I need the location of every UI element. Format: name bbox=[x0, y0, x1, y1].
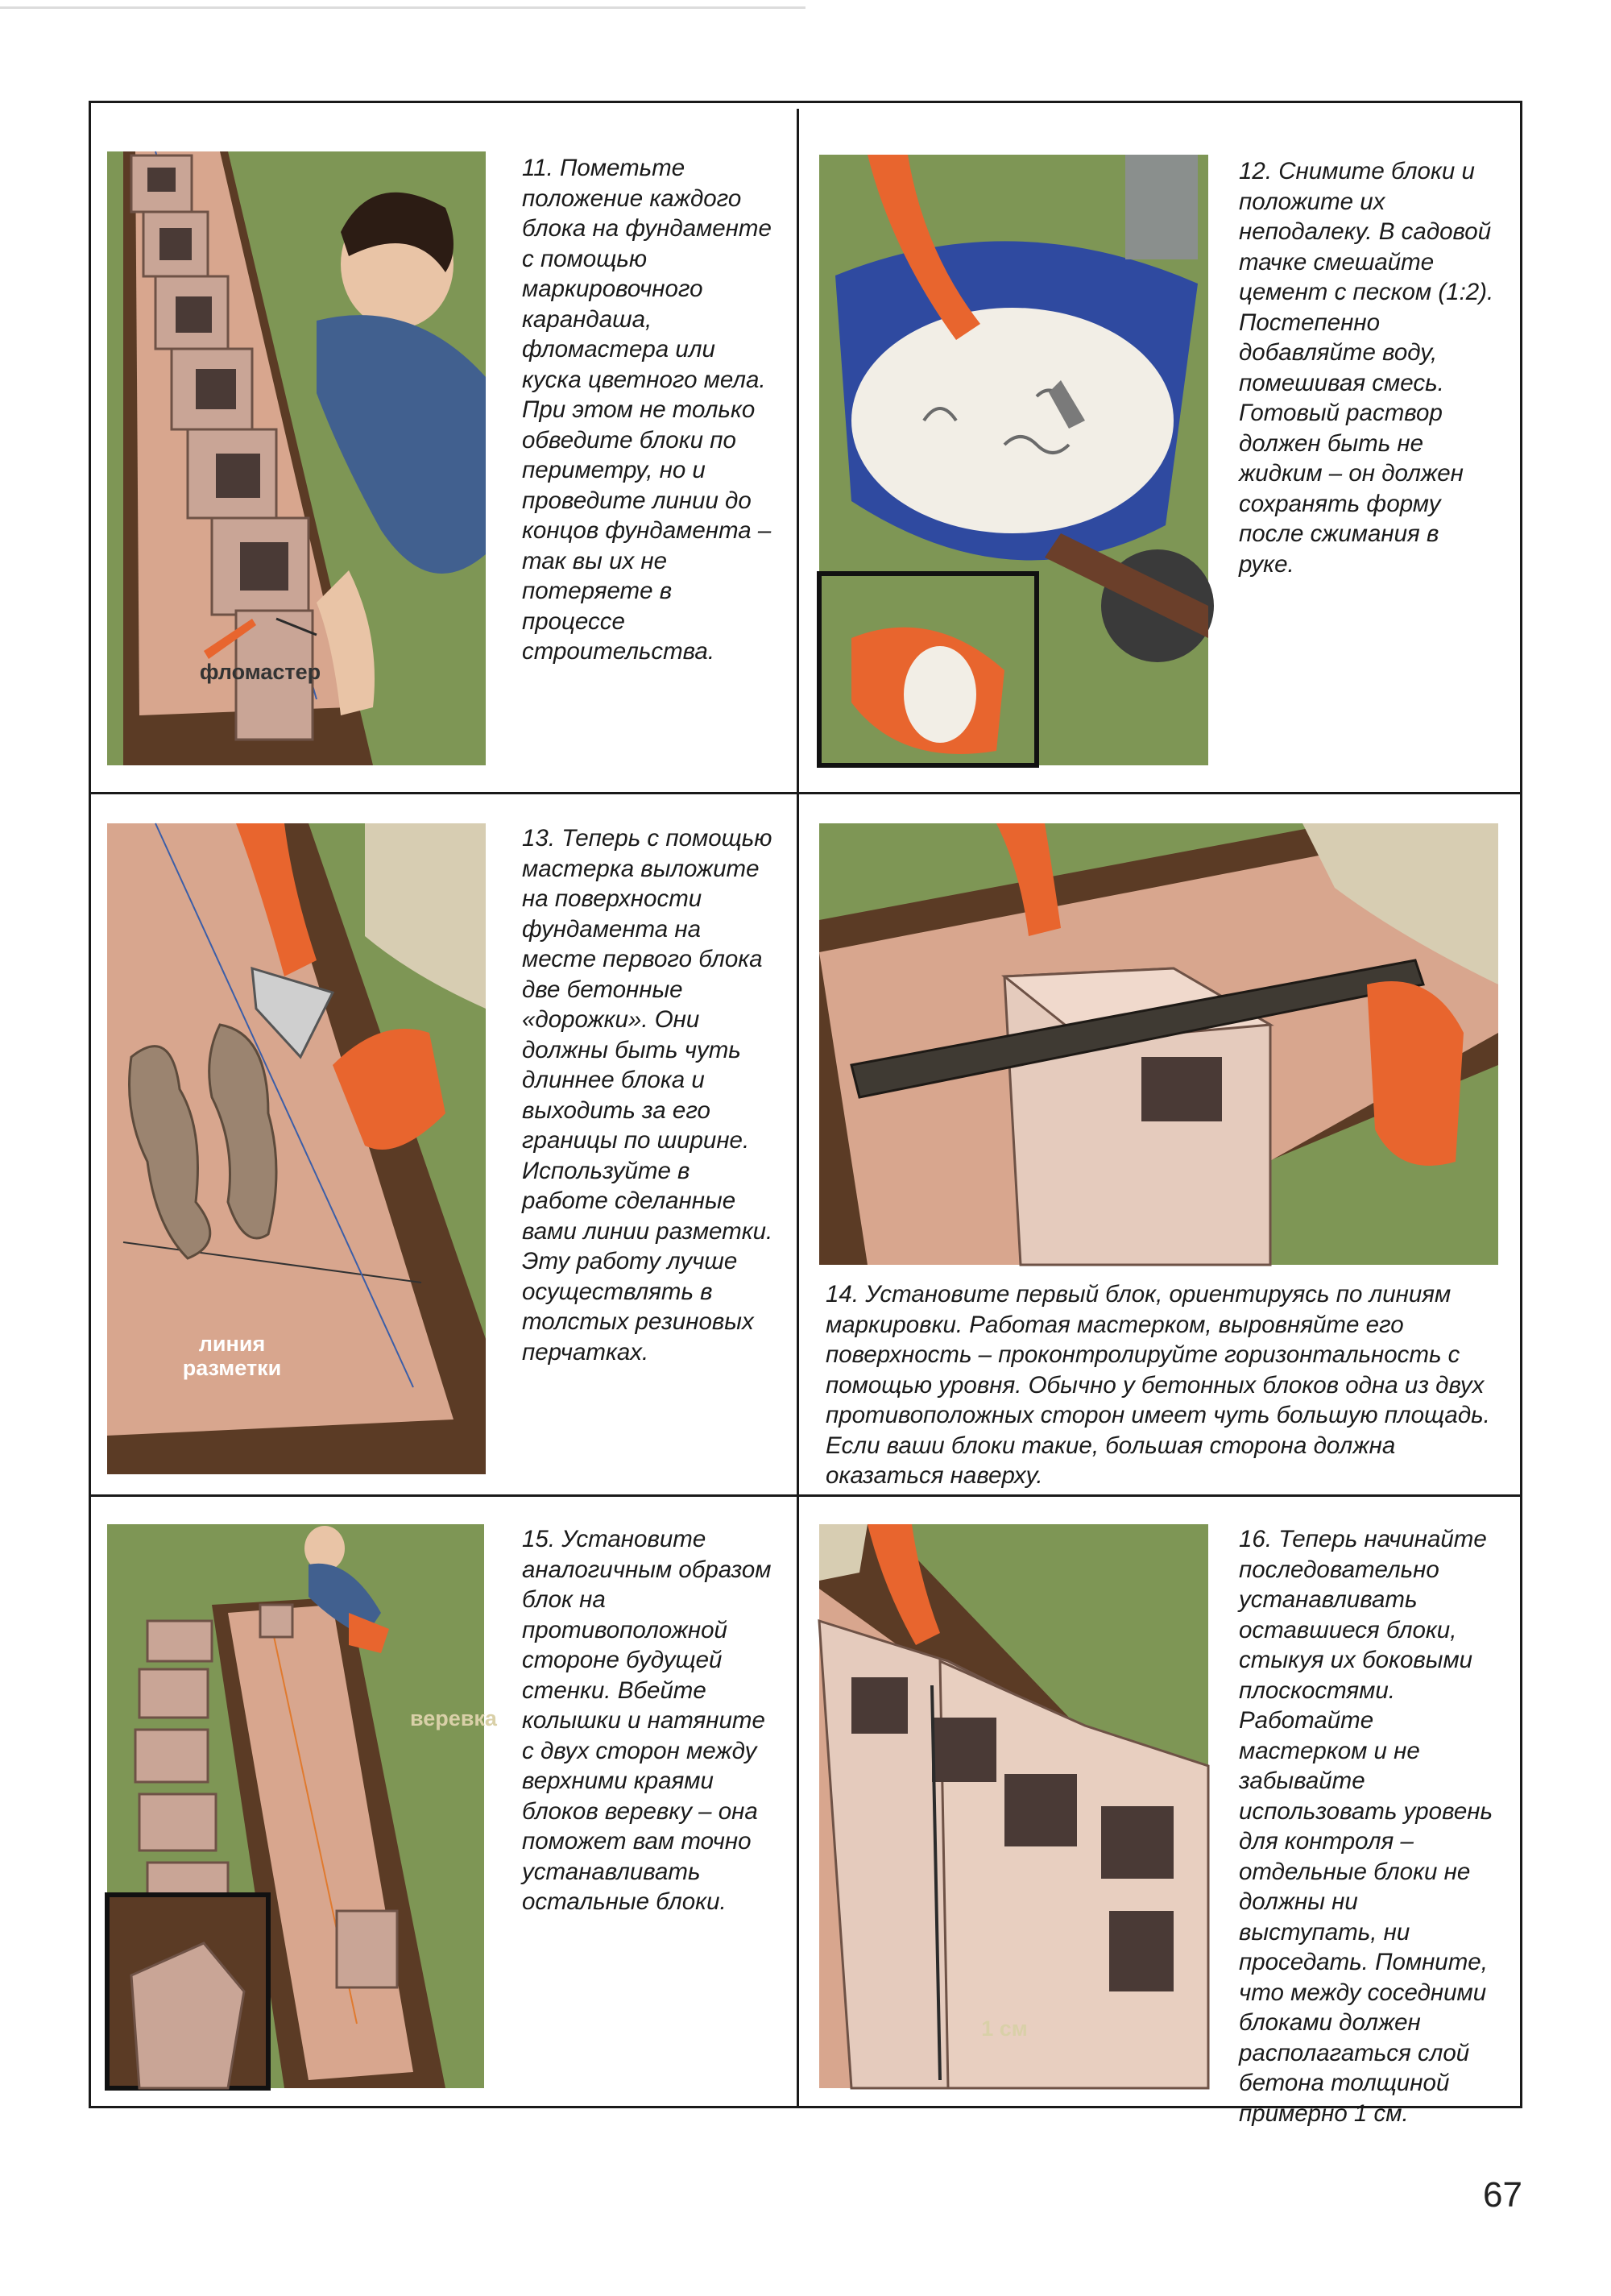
grid-divider-row-1 bbox=[89, 792, 1522, 794]
step-15-label: веревка bbox=[410, 1706, 497, 1730]
grid-divider-vertical bbox=[797, 109, 799, 2108]
step-16-caption: 16. Теперь начинайте последовательно устанавливать оставшиеся блоки, стыкуя их боковыми плоскостями. Работайте мастерком и не забывайте использовать уровень для контроля – отдельные блоки не должны ни выступать, ни проседать. Помните, что между соседними блоками должен располагаться слой бетона толщиной примерно 1 см. bbox=[1239, 1526, 1493, 2127]
step-13-illustration bbox=[107, 823, 486, 1474]
page-number: 67 bbox=[1483, 2175, 1522, 2215]
step-15-illustration bbox=[107, 1524, 497, 2088]
step-14-caption: 14. Установите первый блок, ориентируясь по линиям маркировки. Работая мастерком, выровняйте его поверхность – проконтролируйте горизонтальность с помощью уровня. Обычно у бетонных блоков одна из двух противоположных сторон имеет чуть большую площадь. Если ваши блоки такие, большая сторона должна оказаться наверху. bbox=[826, 1281, 1490, 1489]
step-13-label-1: линия bbox=[198, 1332, 266, 1356]
step-11-label: фломастер bbox=[199, 660, 321, 684]
step-13-caption: 13. Теперь с помощью мастерка выложите на поверхности фундамента на месте первого блока две бетонные «дорожки». Они должны быть чуть длиннее блока и выходить за его границы по ширине. Используйте в работе сделанные вами линии разметки. Эту работу лучше осуществлять в толстых резиновых перчатках. bbox=[522, 825, 773, 1366]
top-rule bbox=[0, 6, 806, 9]
grid-divider-row-2 bbox=[89, 1494, 1522, 1497]
step-11-caption: 11. Пометьте положение каждого блока на фундаменте с помощью маркировочного карандаша, фломастера или куска цветного мела. При этом не только обведите блоки по периметру, но и проведите линии до концов фундамента – так вы их не потеряете в процессе строительства. bbox=[522, 155, 772, 665]
step-11-illustration bbox=[107, 151, 486, 765]
step-16-illustration bbox=[819, 1524, 1208, 2088]
step-14-illustration bbox=[819, 823, 1498, 1265]
step-13-label-2: разметки bbox=[182, 1356, 282, 1380]
step-16-label: 1 см bbox=[981, 2016, 1028, 2041]
step-12-illustration bbox=[819, 155, 1208, 765]
step-12-caption: 12. Снимите блоки и положите их неподалеку. В садовой тачке смешайте цемент с песком (1:2). Постепенно добавляйте воду, помешивая смесь. Готовый раствор должен быть не жидким – он должен сохранять форму после сжимания в руке. bbox=[1239, 158, 1494, 578]
step-15-caption: 15. Установите аналогичным образом блок на противоположной стороне будущей стенки. Вбейте колышки и натяните с двух сторон между верхними краями блоков веревку – она поможет вам точно устанавливать остальные блоки. bbox=[522, 1526, 772, 1915]
